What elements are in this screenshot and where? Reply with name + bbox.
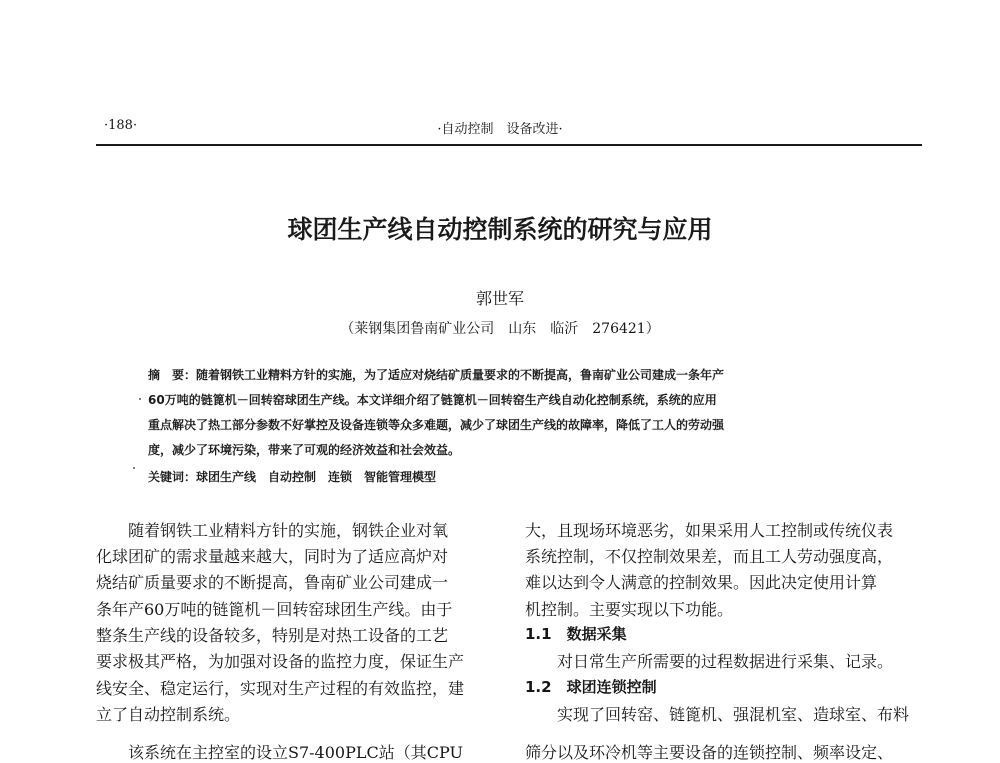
section-heading-1-2: 1.2 球团连锁控制 [525,678,657,696]
body-line: 要求极其严格，为加强对设备的监控力度，保证生产 [96,652,465,671]
body-line: 化球团矿的需求量越来越大，同时为了适应高炉对 [96,547,449,566]
body-line: 整条生产线的设备较多，特别是对热工设备的工艺 [96,626,449,645]
body-line: 线安全、稳定运行，实现对生产过程的有效监控，建 [96,679,465,698]
abstract-line: 度，减少了环境污染，带来了可观的经济效益和社会效益。 [148,443,461,457]
body-line: 难以达到令人满意的控制效果。因此决定使用计算 [525,573,878,592]
body-line: 筛分以及环冷机等主要设备的连锁控制、频率设定、 [525,743,894,762]
running-header: ·自动控制 设备改进· [437,122,563,137]
scan-speck [133,467,135,469]
abstract-line: 重点解决了热工部分参数不好掌控及设备连锁等众多难题，减少了球团生产线的故障率，降低了工人的劳动强 [148,418,725,432]
paper-title: 球团生产线自动控制系统的研究与应用 [287,215,713,244]
author: 郭世军 [475,289,524,308]
body-line: 实现了回转窑、链篦机、强混机室、造球室、布料 [525,705,910,724]
section-heading-1-1: 1.1 数据采集 [525,625,627,643]
body-line: 该系统在主控室的设立S7-400PLC站（其CPU [96,743,463,762]
affiliation: （莱钢集团鲁南矿业公司 山东 临沂 276421） [340,321,660,337]
keywords: 关键词：球团生产线 自动控制 连锁 智能管理模型 [148,470,437,484]
body-line: 大，且现场环境恶劣，如果采用人工控制或传统仪表 [525,521,894,540]
page-number: ·188· [104,118,138,133]
body-line: 条年产60万吨的链篦机－回转窑球团生产线。由于 [96,600,453,619]
scan-speck [139,398,141,400]
body-line: 机控制。主要实现以下功能。 [525,600,734,619]
header-rule [96,144,922,146]
body-line: 对日常生产所需要的过程数据进行采集、记录。 [525,652,894,671]
body-line: 随着钢铁工业精料方针的实施，钢铁企业对氧 [96,521,449,540]
abstract-line: 60万吨的链篦机－回转窑球团生产线。本文详细介绍了链篦机－回转窑生产线自动化控制系统，系统的应用 [148,393,717,407]
abstract-line: 摘 要：随着钢铁工业精料方针的实施，为了适应对烧结矿质量要求的不断提高，鲁南矿业公司建成一条年产 [148,368,725,382]
body-line: 立了自动控制系统。 [96,705,241,724]
body-line: 系统控制，不仅控制效果差，而且工人劳动强度高， [525,547,894,566]
body-line: 烧结矿质量要求的不断提高，鲁南矿业公司建成一 [96,573,449,592]
